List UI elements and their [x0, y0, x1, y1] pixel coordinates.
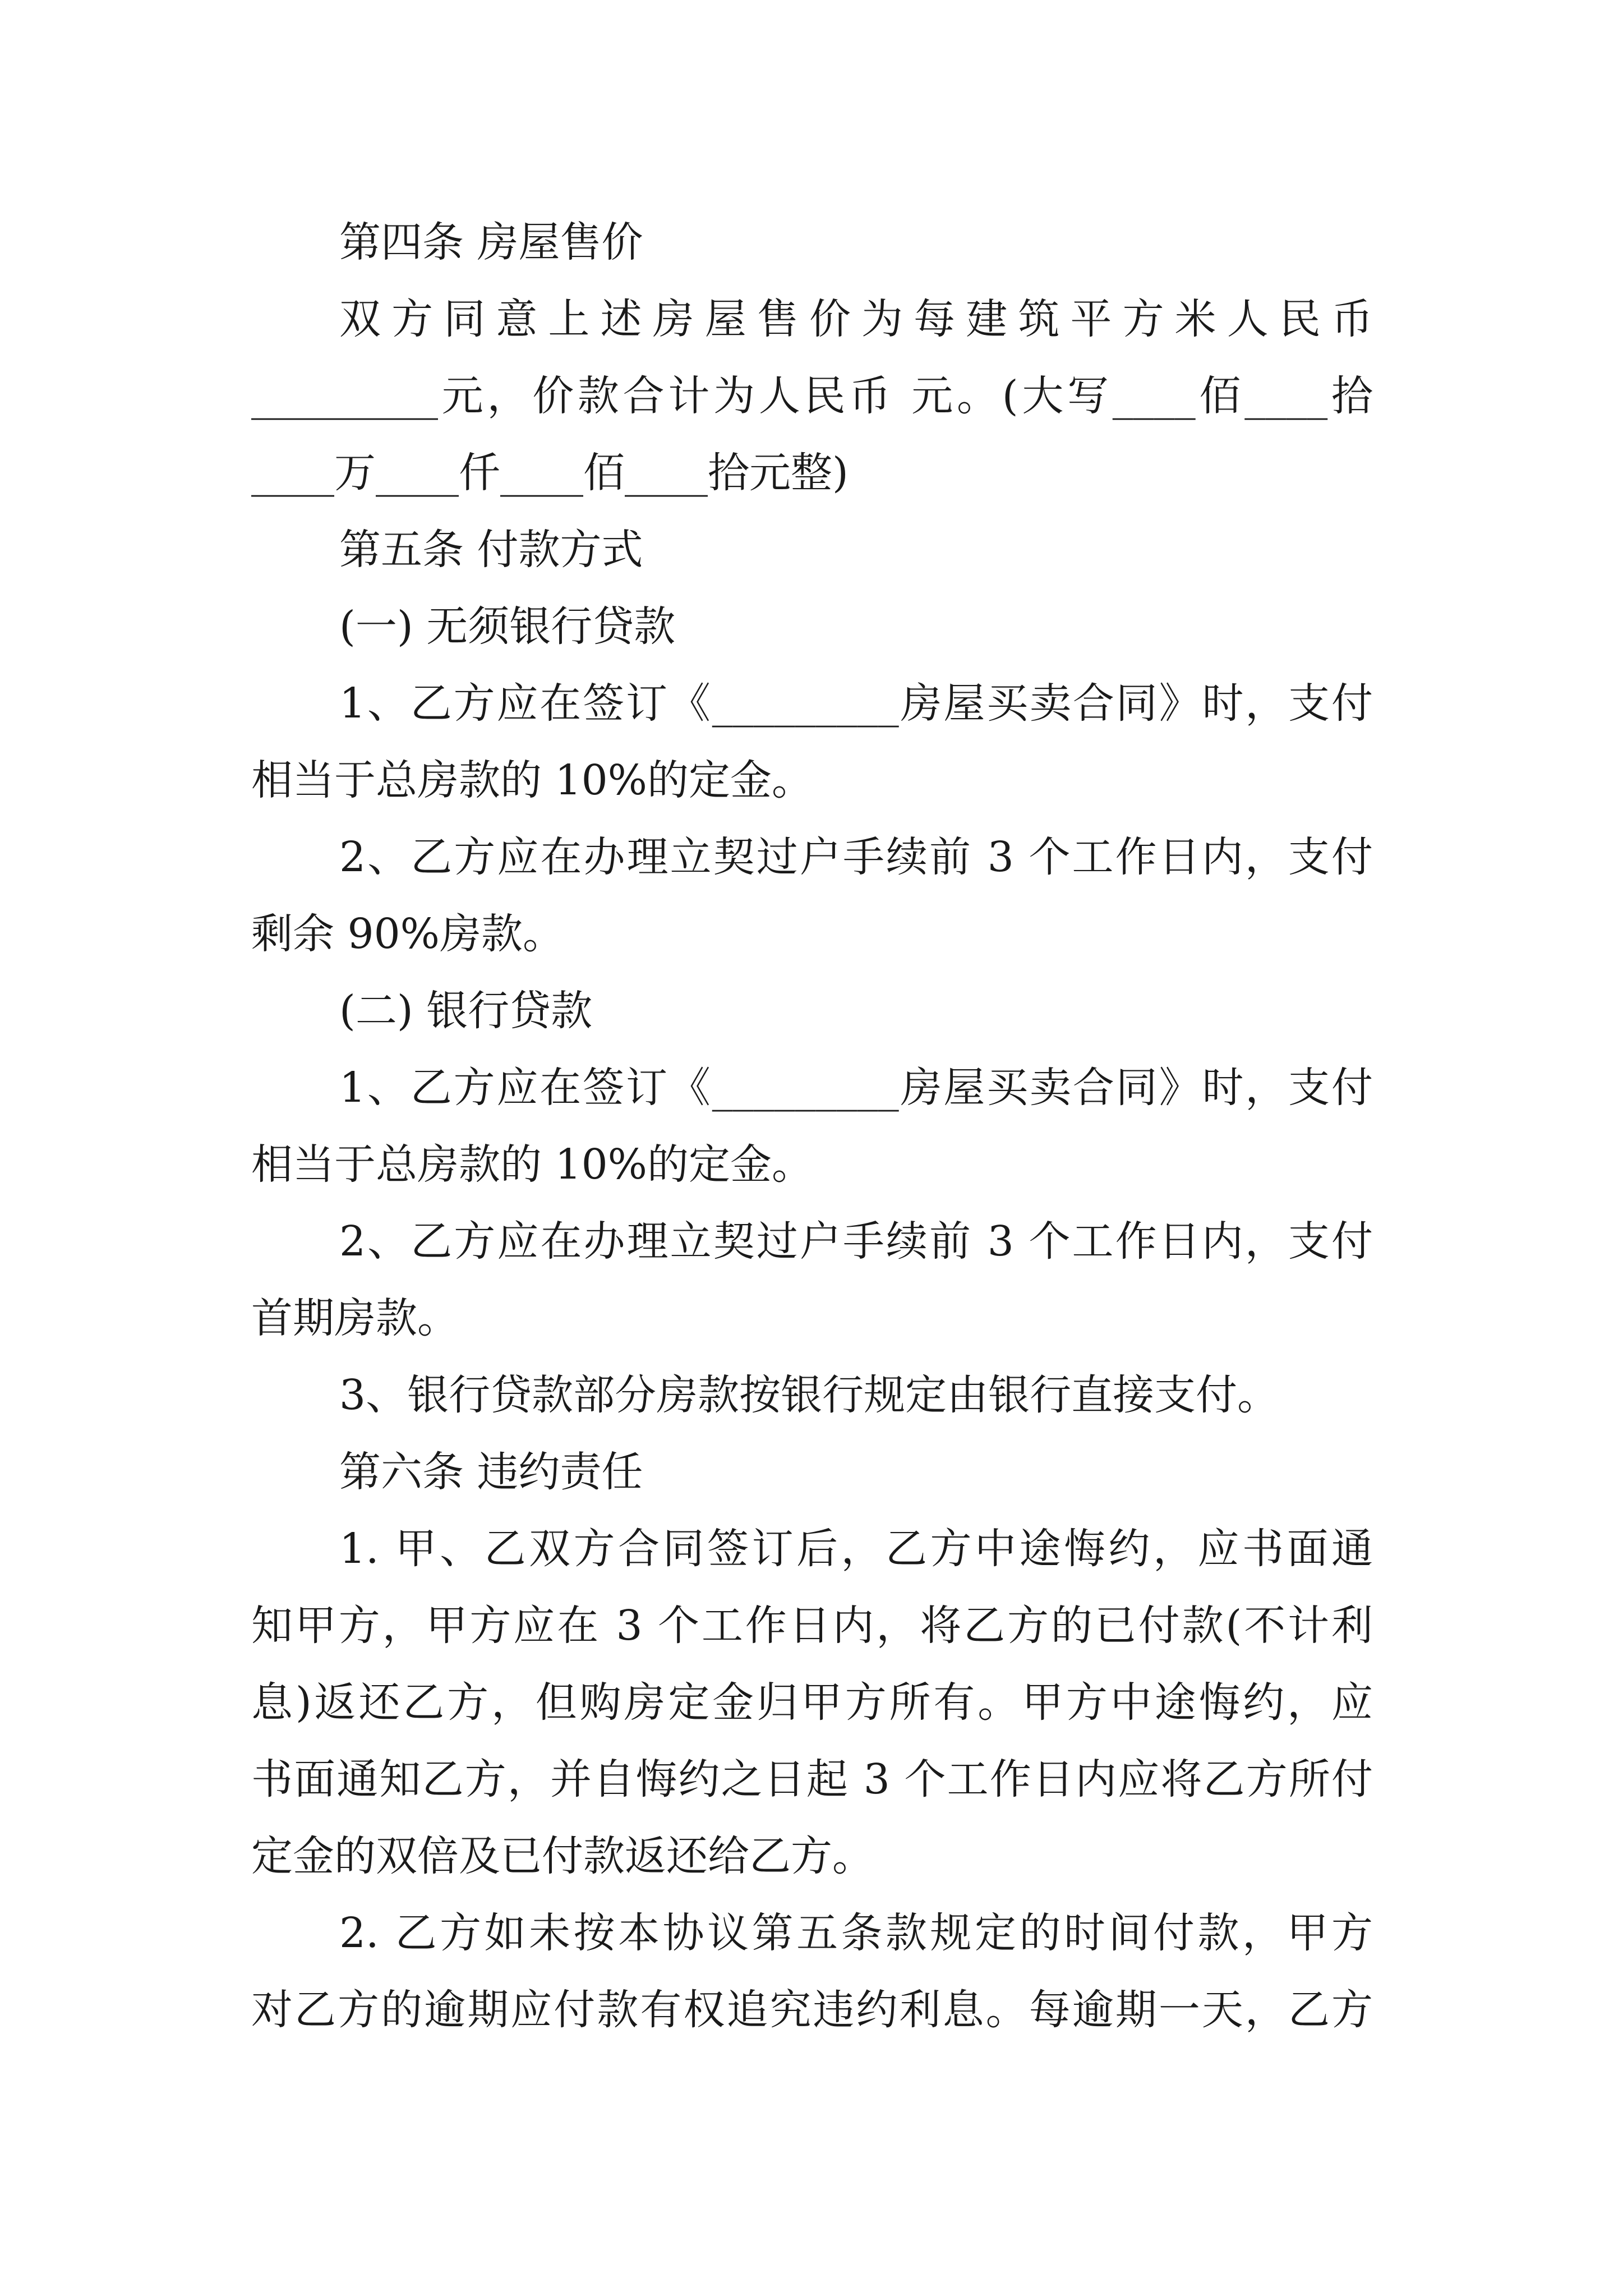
article-5-section-1-item-1-line-2: 相当于总房款的 10%的定金。 — [251, 756, 813, 804]
article-4-paragraph-line-1: 双方同意上述房屋售价为每建筑平方米人民币 — [339, 295, 1373, 343]
article-5-section-1-item-1-line-1: 1、乙方应在签订《_________房屋买卖合同》时，支付 — [339, 679, 1373, 728]
article-5-section-2-item-1-line-2: 相当于总房款的 10%的定金。 — [251, 1140, 813, 1189]
article-4-paragraph-line-2: _________元，价款合计为人民币 元。(大写____佰____拾 — [251, 372, 1373, 420]
article-6-item-1-line-5: 定金的双倍及已付款返还给乙方。 — [251, 1832, 874, 1880]
article-6-item-1-line-1: 1. 甲、乙双方合同签订后，乙方中途悔约，应书面通 — [339, 1525, 1373, 1573]
article-5-section-2-item-2-line-1: 2、乙方应在办理立契过户手续前 3 个工作日内，支付 — [339, 1217, 1373, 1266]
article-6-item-2-line-1: 2. 乙方如未按本协议第五条款规定的时间付款，甲方 — [339, 1909, 1373, 1957]
article-5-section-2-item-1-line-1: 1、乙方应在签订《_________房屋买卖合同》时，支付 — [339, 1064, 1373, 1112]
article-5-section-1-item-2-line-2: 剩余 90%房款。 — [251, 910, 564, 958]
article-6-item-1-line-3: 息)返还乙方，但购房定金归甲方所有。甲方中途悔约，应 — [251, 1678, 1373, 1727]
article-5-section-2-item-3: 3、银行贷款部分房款按银行规定由银行直接支付。 — [339, 1371, 1279, 1419]
article-4-paragraph-line-3: ____万____仟____佰____拾元整) — [251, 449, 849, 497]
article-6-item-1-line-4: 书面通知乙方，并自悔约之日起 3 个工作日内应将乙方所付 — [251, 1755, 1373, 1803]
article-5-section-2-item-2-line-2: 首期房款。 — [251, 1294, 459, 1342]
article-4-heading: 第四条 房屋售价 — [339, 218, 643, 266]
article-5-heading: 第五条 付款方式 — [339, 526, 643, 574]
article-5-section-1-item-2-line-1: 2、乙方应在办理立契过户手续前 3 个工作日内，支付 — [339, 833, 1373, 881]
article-6-heading: 第六条 违约责任 — [339, 1448, 643, 1496]
article-5-section-2-heading: (二) 银行贷款 — [339, 987, 593, 1035]
article-6-item-1-line-2: 知甲方，甲方应在 3 个工作日内，将乙方的已付款(不计利 — [251, 1602, 1373, 1650]
article-5-section-1-heading: (一) 无须银行贷款 — [339, 602, 676, 651]
article-6-item-2-line-2: 对乙方的逾期应付款有权追究违约利息。每逾期一天，乙方 — [251, 1986, 1373, 2034]
